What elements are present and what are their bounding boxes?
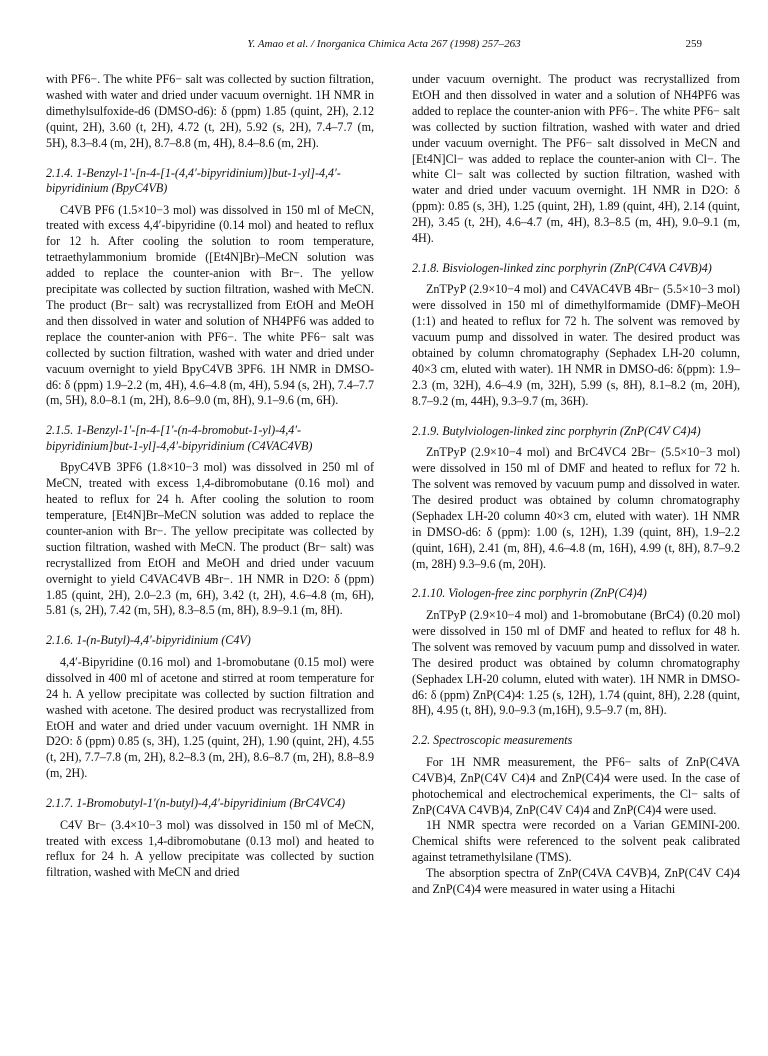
section-2-1-5-body: BpyC4VB 3PF6 (1.8×10−3 mol) was dissolved in 250 ml of MeCN, treated with excess 1,4-dibromobutane (0.16 mol) and heated to reflux for 24 h. After cooling the solution to room temperature, [Et4N]Br–MeCN solution was added to replace the counter-anion with Br−. The yellow precipitate was collected by suction filtration, washed with MeCN. The product (Br− salt) was recrystallized from EtOH and MeOH and dried under vacuum overnight to yield C4VAC4VB 4Br−. 1H NMR in D2O: δ (ppm) 1.85 (quint, 2H), 2.0–2.3 (m, 6H), 3.42 (t, 2H), 4.6–4.8 (m, 6H), 5.81 (s, 2H), 7.42 (m, 5H), 8.3–8.5 (m, 8H), 8.9–9.1 (m, 8H). <box>46 460 374 618</box>
section-2-2-paragraph-2: 1H NMR spectra were recorded on a Varian GEMINI-200. Chemical shifts were referenced to the solvent peak calibrated against tetramethylsilane (TMS). <box>412 818 740 865</box>
section-2-1-5-heading: 2.1.5. 1-Benzyl-1′-[n-4-[1′-(n-4-bromobut-1-yl)-4,4′-bipyridinium]but-1-yl]-4,4′-bipyridinium (C4VAC4VB) <box>46 423 313 453</box>
section-2-1-8-heading: 2.1.8. Bisviologen-linked zinc porphyrin (ZnP(C4VA C4VB)4) <box>412 260 712 275</box>
intro-paragraph: with PF6−. The white PF6− salt was collected by suction filtration, washed with water and dried under vacuum overnight. 1H NMR in dimethylsulfoxide-d6 (DMSO-d6): δ (ppm) 1.85 (quint, 2H), 2.12 (quint, 2H), 3.60 (t, 2H), 4.72 (t, 2H), 5.92 (s, 2H), 7.4–7.7 (m, 5H), 8.3–8.4 (m, 2H), 8.7–8.8 (m, 4H), 8.4–8.6 (m, 2H). <box>46 72 374 150</box>
running-head: Y. Amao et al. / Inorganica Chimica Acta 267 (1998) 257–263 <box>247 38 521 50</box>
section-2-1-9-body: ZnTPyP (2.9×10−4 mol) and BrC4VC4 2Br− (5.5×10−3 mol) were dissolved in 150 ml of DMF and heated to reflux for 72 h. The solvent was removed by vacuum pump and dissolved in water. The desired product was obtained by column chromatography (Sephadex LH-20 column 40×3 cm, eluted with water). 1H NMR in DMSO-d6: δ (ppm): 1.00 (s, 12H), 1.39 (quint, 8H), 1.9–2.2 (quint, 16H), 2.41 (m, 8H), 4.6–4.8 (m, 16H), 4.99 (t, 8H), 8.7–9.2 (m, 28H) 9.3–9.6 (m, 20H). <box>412 445 740 571</box>
section-2-1-4-body: C4VB PF6 (1.5×10−3 mol) was dissolved in 150 ml of MeCN, treated with excess 4,4′-bipyridine (0.14 mol) and heated to reflux for 12 h. After cooling the solution to room temperature, tetraethylammonium bromide ([Et4N]Br)–MeCN solution was added to replace the counter-anion with Br−. The yellow precipitate was collected by suction filtration, washed with MeCN. The product (Br− salt) was recrystallized from EtOH and MeOH and then dissolved in water and solution of NH4PF6 was added to replace the counter-anion with PF6−. The white PF6− salt was collected by suction filtration, washed with water and dried under vacuum overnight to yield BpyC4VB 3PF6. 1H NMR in DMSO-d6: δ (ppm) 1.9–2.2 (m, 4H), 4.6–4.8 (m, 4H), 5.94 (s, 2H), 7.4–7.7 (m, 5H), 8.0–8.1 (m, 2H), 8.6–9.0 (m, 8H), 9.1–9.6 (m, 6H). <box>46 202 374 408</box>
section-2-1-6-heading: 2.1.6. 1-(n-Butyl)-4,4′-bipyridinium (C4V) <box>46 633 251 648</box>
continued-paragraph: under vacuum overnight. The product was recrystallized from EtOH and then dissolved in water and a solution of NH4PF6 was added to replace the counter-anion with PF6−. The white PF6− salt was collected by suction filtration, washed with water and dried under vacuum overnight. The PF6− salt dissolved in MeCN and [Et4N]Cl− was added to replace the counter-anion with Cl−. The white Cl− salt was collected by suction filtration, washed with water and dried under vacuum overnight. 1H NMR in D2O: δ (ppm): 0.85 (s, 3H), 1.25 (quint, 2H), 1.89 (quint, 4H), 2.14 (quint, 2H), 3.45 (t, 2H), 4.6–4.7 (m, 4H), 8.3–8.5 (m, 4H), 9.0–9.1 (m, 4H). <box>412 72 740 246</box>
section-2-1-8-body: ZnTPyP (2.9×10−4 mol) and C4VAC4VB 4Br− (5.5×10−3 mol) were dissolved in 150 ml of dimethylformamide (DMF)–MeOH (1:1) and heated to reflux for 72 h. The solvent was removed by vacuum pump and dissolved in water. The desired product was obtained by column chromatography (Sephadex LH-20 column, 40×3 cm, eluted with water). 1H NMR in DMSO-d6: δ(ppm): 1.9–2.3 (m, 32H), 4.6–4.9 (m, 32H), 5.99 (s, 8H), 8.1–8.2 (m, 20H), 8.7–9.2 (m, 44H), 9.3–9.7 (m, 36H). <box>412 282 740 408</box>
section-2-2-heading: 2.2. Spectroscopic measurements <box>412 733 573 748</box>
page-number: 259 <box>685 38 702 50</box>
section-2-2-paragraph-1: For 1H NMR measurement, the PF6− salts of ZnP(C4VA C4VB)4, ZnP(C4V C4)4 and ZnP(C4)4 were used. In the case of photochemical and electrochemical experiments, the Cl− salts of ZnP(C4VA C4VB)4, ZnP(C4V C4)4 and ZnP(C4)4 were used. <box>412 754 740 817</box>
section-2-1-7-body: C4V Br− (3.4×10−3 mol) was dissolved in 150 ml of MeCN, treated with excess 1,4-dibromobutane (0.13 mol) and heated to reflux for 24 h. A yellow precipitate was collected by suction filtration, washed with MeCN and dried <box>46 817 374 880</box>
section-2-2-paragraph-3: The absorption spectra of ZnP(C4VA C4VB)4, ZnP(C4V C4)4 and ZnP(C4)4 were measured in water using a Hitachi <box>412 866 740 897</box>
section-2-1-10-body: ZnTPyP (2.9×10−4 mol) and 1-bromobutane (BrC4) (0.20 mol) were dissolved in 150 ml of DMF and heated to reflux for 48 h. The solvent was removed by vacuum pump and dissolved in water. The desired product was obtained by column chromatography (Sephadex LH-20 column, eluted with water). 1H NMR in DMSO-d6: δ (ppm) ZnP(C4)4: 1.25 (s, 12H), 1.74 (quint, 8H), 2.28 (quint, 8H), 4.95 (t, 8H), 9.0–9.3 (m,16H), 9.5–9.7 (m, 8H). <box>412 607 740 718</box>
section-2-1-10-heading: 2.1.10. Viologen-free zinc porphyrin (ZnP(C4)4) <box>412 586 647 601</box>
right-column <box>412 72 740 898</box>
section-2-1-7-heading: 2.1.7. 1-Bromobutyl-1′(n-butyl)-4,4′-bipyridinium (BrC4VC4) <box>46 796 346 811</box>
left-column <box>46 72 374 881</box>
section-2-1-6-body: 4,4′-Bipyridine (0.16 mol) and 1-bromobutane (0.15 mol) were dissolved in 400 ml of acetone and stirred at room temperature for 24 h. A yellow precipitate was collected by suction filtration and washed with acetone. The desired product was recrystallized from EtOH and water and dried under vacuum overnight. 1H NMR in D2O: δ (ppm) 0.85 (s, 3H), 1.25 (quint, 2H), 1.90 (quint, 2H), 4.55 (t, 2H), 7.7–7.8 (m, 2H), 8.2–8.3 (m, 2H), 8.6–8.7 (m, 2H), 8.8–8.9 (m, 2H). <box>46 654 374 781</box>
section-2-1-9-heading: 2.1.9. Butylviologen-linked zinc porphyrin (ZnP(C4V C4)4) <box>412 423 701 438</box>
section-2-1-4-heading: 2.1.4. 1-Benzyl-1′-[n-4-[1-(4,4′-bipyridinium)]but-1-yl]-4,4′-bipyridinium (BpyC4VB) <box>46 165 341 196</box>
